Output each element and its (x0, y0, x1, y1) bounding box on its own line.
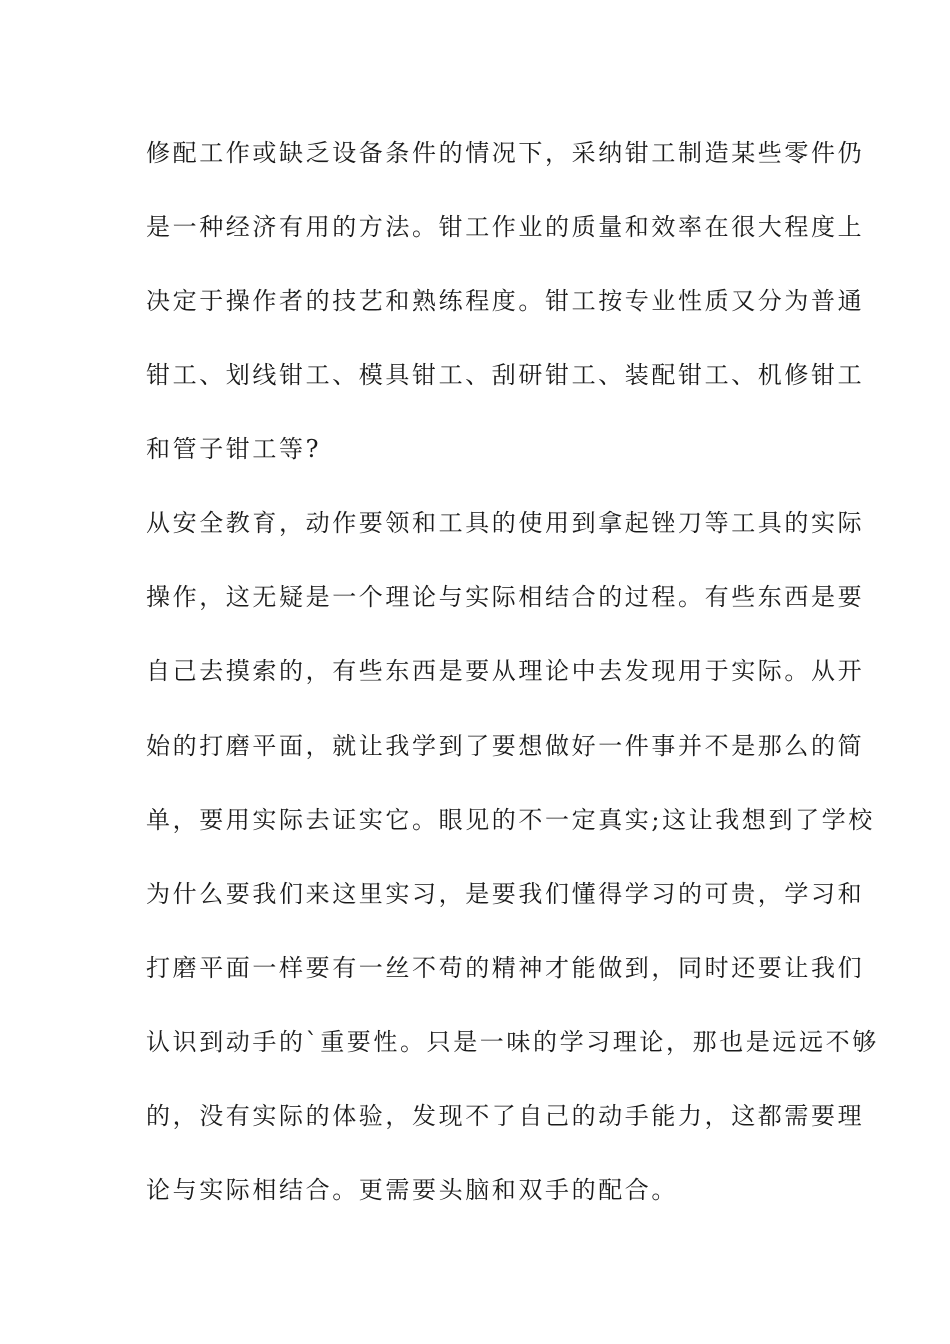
text-line: 论与实际相结合。更需要头脑和双手的配合。 (146, 1176, 678, 1204)
text-line: 始的打磨平面，就让我学到了要想做好一件事并不是那么的简 (146, 732, 865, 760)
text-line: 自己去摸索的，有些东西是要从理论中去发现用于实际。从开 (146, 657, 865, 685)
text-line: 为什么要我们来这里实习，是要我们懂得学习的可贵，学习和 (146, 880, 865, 908)
text-line: 是一种经济有用的方法。钳工作业的质量和效率在很大程度上 (146, 213, 865, 241)
text-line: 从安全教育，动作要领和工具的使用到拿起锉刀等工具的实际 (146, 509, 865, 537)
text-line: 决定于操作者的技艺和熟练程度。钳工按专业性质又分为普通 (146, 287, 865, 315)
text-line: 操作，这无疑是一个理论与实际相结合的过程。有些东西是要 (146, 583, 865, 611)
text-line: 打磨平面一样要有一丝不苟的精神才能做到，同时还要让我们 (146, 954, 865, 982)
text-line: 认识到动手的`重要性。只是一味的学习理论，那也是远远不够 (146, 1028, 879, 1056)
text-line: 的，没有实际的体验，发现不了自己的动手能力，这都需要理 (146, 1102, 865, 1130)
text-line: 修配工作或缺乏设备条件的情况下，采纳钳工制造某些零件仍 (146, 139, 865, 167)
text-line: 钳工、划线钳工、模具钳工、刮研钳工、装配钳工、机修钳工 (146, 361, 865, 389)
text-line: 和管子钳工等? (146, 435, 322, 463)
text-line: 单，要用实际去证实它。眼见的不一定真实;这让我想到了学校 (146, 806, 875, 834)
